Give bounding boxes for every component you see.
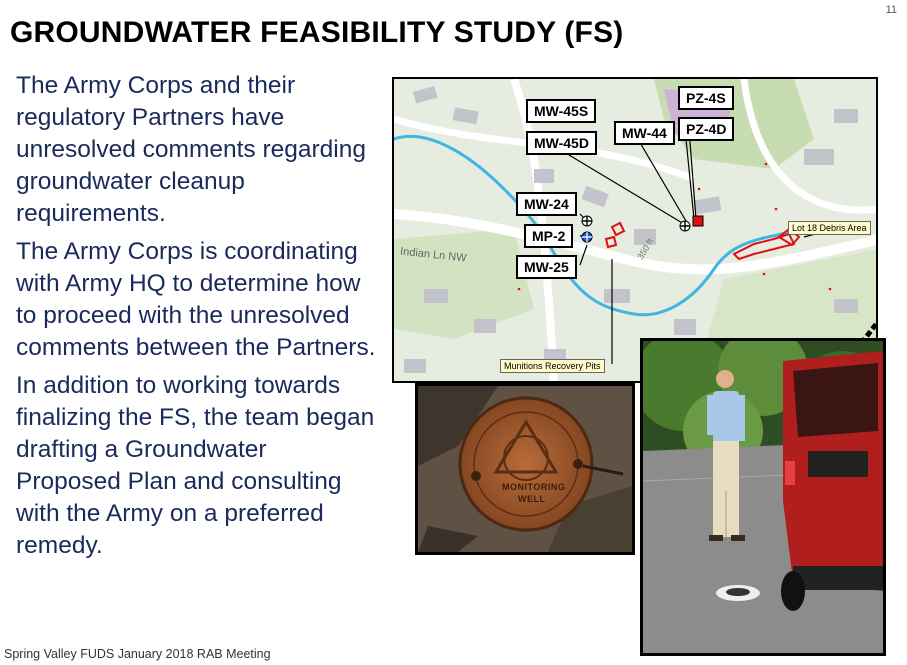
tag-munitions-recovery-pits: Munitions Recovery Pits: [500, 359, 605, 373]
monitoring-well-cap-photo: [415, 383, 635, 555]
label-mw44: MW-44: [614, 121, 675, 145]
label-mp2: MP-2: [524, 224, 573, 248]
well-cap-text-line2: WELL: [518, 494, 546, 504]
footer-text: Spring Valley FUDS January 2018 RAB Meeting: [4, 647, 271, 661]
label-mw45d: MW-45D: [526, 131, 597, 155]
tag-lot18-debris-area: Lot 18 Debris Area: [788, 221, 871, 235]
slide-title: GROUNDWATER FEASIBILITY STUDY (FS): [10, 16, 624, 49]
scale-label: 350 ft: [635, 236, 656, 262]
bullet-item: The Army Corps and their regulatory Partners have unresolved comments regarding groundwater cleanup requirements.: [16, 72, 366, 227]
label-mw24: MW-24: [516, 192, 577, 216]
label-mw45s: MW-45S: [526, 99, 596, 123]
label-pz4s: PZ-4S: [678, 86, 734, 110]
person-photo-graphic: [643, 341, 883, 653]
person-with-vehicle-photo: [640, 338, 886, 656]
bullet-item: The Army Corps is coordinating with Army HQ to determine how to proceed with the unresolved comments between the Partners.: [16, 238, 376, 361]
street-label: Indian Ln NW: [399, 245, 468, 265]
well-cap-text-line1: MONITORING: [502, 482, 566, 492]
label-pz4d: PZ-4D: [678, 117, 734, 141]
bullet-list: [16, 70, 376, 568]
label-mw25: MW-25: [516, 255, 577, 279]
bullet-item: In addition to working towards finalizing the FS, the team began drafting a Groundwater Proposed Plan and consulting with the Army on a preferred remedy.: [16, 372, 375, 559]
slide-number: 11: [885, 4, 897, 16]
well-cap-graphic: [418, 386, 632, 552]
